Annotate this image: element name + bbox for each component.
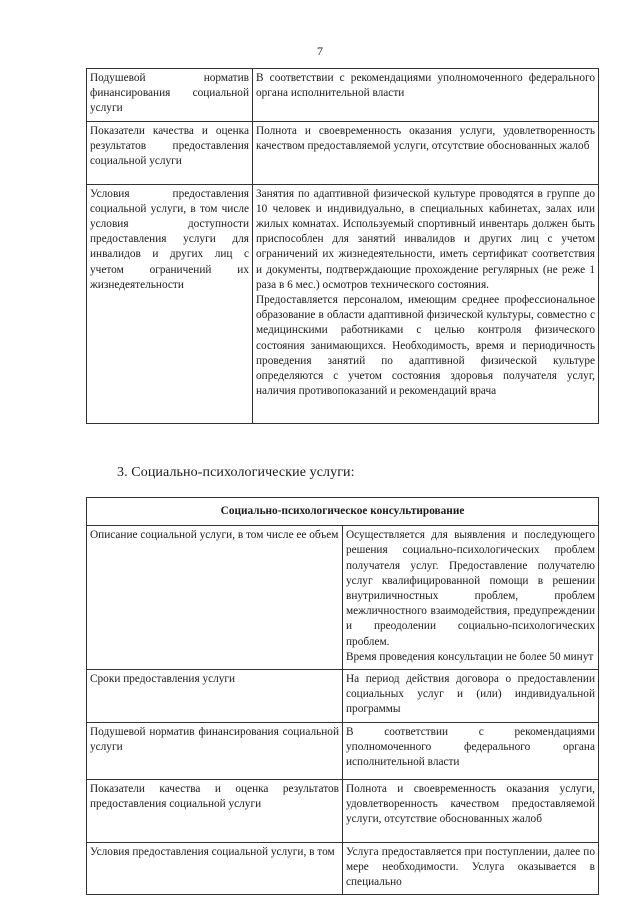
paragraph: Предоставляется персоналом, имеющим среднее профессиональное образование в области адаптивной физической культуры, совместно с медицинскими работниками с целью контроля физического состояния занимающихся. Необходимость, время и периодичность проведения занятий по адаптивной физической культуре определяются с учетом состояния здоровья получателя услуг, наличия противопоказаний и рекомендаций врача (256, 294, 595, 398)
paragraph: Занятия по адаптивной физической культуре проводятся в группе до 10 человек и индивидуально, в специальных кабинетах, залах или жилых комнатах. Используемый спортивный инвентарь должен быть приспособлен для занятий инвалидов и других лиц с учетом ограничений их жизнедеятельности, иметь сертификат соответствия и документы, подтверждающие прохождение регулярных (не реже 1 раза в 6 мес.) осмотров технического состояния. (256, 187, 595, 291)
row-label-service-conditions: Условия предоставления социальной услуги, в том числе условия доступности предоставления услуги для инвалидов и других лиц с учетом ограничений их жизнедеятельности (87, 184, 253, 423)
paragraph: На период действия договора о предоставлении социальных услуг и (или) индивидуальной программы (346, 673, 595, 716)
table-row (87, 779, 599, 842)
paragraph: В соответствии с рекомендациями уполномоченного федерального органа исполнительной власти (256, 72, 595, 100)
row-label-financing-norm: Подушевой норматив финансирования социальной услуги (87, 69, 253, 122)
row-value-terms (343, 670, 599, 723)
row-label-quality-indicators: Показатели качества и оценка результатов предоставления социальной услуги (87, 779, 343, 842)
paragraph: Услуга предоставляется при поступлении, далее по мере необходимости. Услуга оказывается в специально (346, 845, 595, 889)
section-title: 3. Социально-психологические услуги: (117, 465, 355, 480)
row-value-financing-norm (253, 69, 599, 122)
table-row (87, 722, 599, 779)
row-label-service-conditions: Условия предоставления социальной услуги, в том (87, 842, 343, 895)
row-value-quality-indicators (253, 121, 599, 184)
row-value-service-conditions (343, 842, 599, 895)
row-value-financing-norm (343, 722, 599, 779)
table-row (87, 526, 599, 670)
service-table-psych-consulting (86, 497, 599, 895)
row-value-quality-indicators (343, 779, 599, 842)
table-header-row (87, 498, 599, 526)
paragraph: Полнота и своевременность оказания услуги, удовлетворенность качеством предоставляемой услуги, отсутствие обоснованных жалоб (346, 782, 595, 826)
paragraph: Время проведения консультации не более 50 минут (346, 650, 594, 663)
row-label-description: Описание социальной услуги, в том числе ее объем (87, 526, 343, 670)
table-header: Социально-психологическое консультирование (87, 498, 599, 526)
table-row (87, 121, 599, 184)
paragraph: В соответствии с рекомендациями уполномоченного федерального органа исполнительной власти (346, 725, 595, 769)
table-row (87, 184, 599, 423)
page-number: 7 (317, 44, 323, 58)
paragraph: Осуществляется для выявления и последующего решения социально-психологических проблем получателя услуг. Предоставление получателю услуг квалифицированной помощи в решении внутриличностных проблем, проблем межличностного взаимодействия, предупреждении и преодолении социально-психологических проблем. (346, 529, 595, 648)
table-row (87, 670, 599, 723)
row-label-financing-norm: Подушевой норматив финансирования социальной услуги (87, 722, 343, 779)
row-value-description (343, 526, 599, 670)
table-row (87, 842, 599, 895)
row-label-quality-indicators: Показатели качества и оценка результатов предоставления социальной услуги (87, 121, 253, 184)
service-table-physical-culture (86, 68, 599, 424)
table-row (87, 69, 599, 122)
paragraph: Полнота и своевременность оказания услуги, удовлетворенность качеством предоставляемой услуги, отсутствие обоснованных жалоб (256, 124, 595, 152)
row-label-terms: Сроки предоставления услуги (87, 670, 343, 723)
row-value-service-conditions (253, 184, 599, 423)
